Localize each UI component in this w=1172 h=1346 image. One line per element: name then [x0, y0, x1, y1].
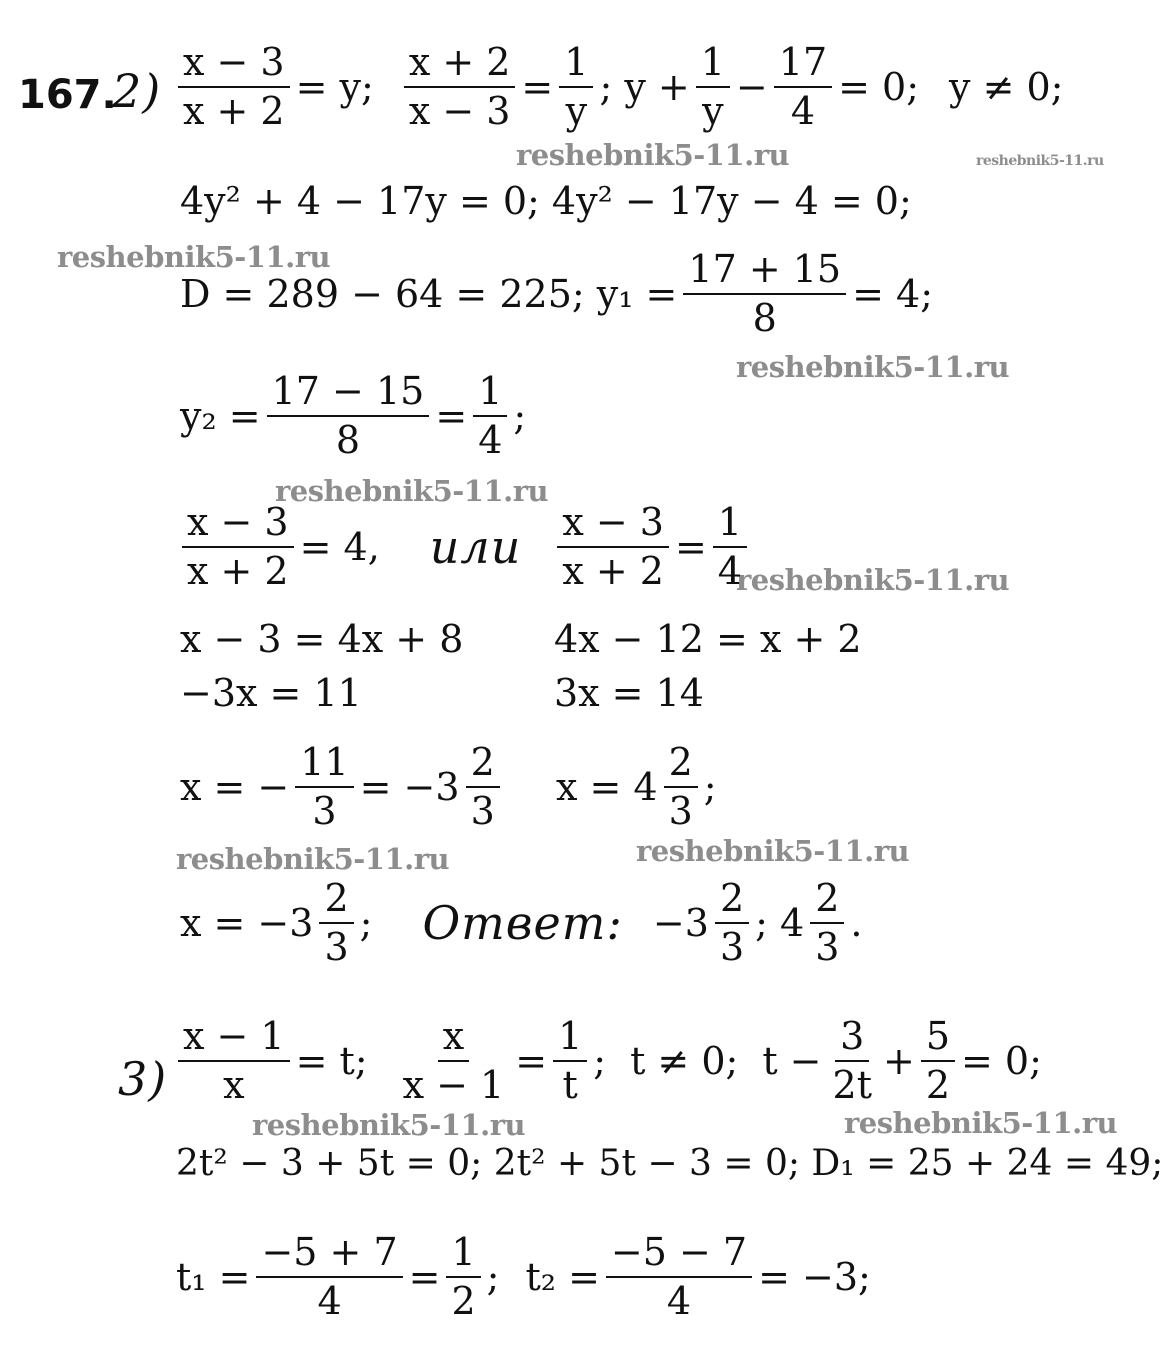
fraction: $\frac{x - 3}{x + 2}$: [182, 503, 294, 592]
equation-line-1: $\frac{x - 3}{x + 2}$ = y; $\frac{x + 2}{x - 3}$ = $\frac{1}{y}$ ; y + $\frac{1}{y}$ − $\frac{17}{4}$ = 0; y ≠ 0;: [172, 40, 1063, 134]
equation-line-2: 4y² + 4 − 17y = 0; 4y² − 17y − 4 = 0;: [180, 179, 912, 223]
fraction: $\frac{x - 3}{x + 2}$: [178, 43, 290, 132]
watermark: reshebnik5-11.ru: [57, 240, 331, 274]
fraction: $\frac{5}{2}$: [921, 1017, 955, 1106]
equation-line-12: t₁ = $\frac{-5 + 7}{4}$ = $\frac{1}{2}$ ; t₂ = $\frac{-5 - 7}{4}$ = −3;: [176, 1229, 871, 1323]
equation-line-3: D = 289 − 64 = 225; y₁ = $\frac{17 + 15}{8}$ = 4;: [180, 246, 934, 340]
problem-number: 167.: [18, 72, 117, 118]
fraction: $\frac{1}{y}$: [696, 43, 730, 132]
watermark: reshebnik5-11.ru: [976, 153, 1104, 169]
equation-line-5: $\frac{x - 3}{x + 2}$ = 4, или $\frac{x - 3}{x + 2}$ = $\frac{1}{4}$: [176, 500, 753, 594]
watermark: reshebnik5-11.ru: [636, 834, 910, 868]
fraction: 2 3: [810, 879, 844, 968]
equation-line-10: $\frac{x - 1}{x}$ = t; $\frac{x}{x - 1}$ = $\frac{1}{t}$ ; t ≠ 0; t − $\frac{3}{2t}$ + $\frac{5}{2}$ = 0;: [172, 1014, 1042, 1108]
equation-line-6-left: x − 3 = 4x + 8: [180, 617, 464, 661]
fraction: $\frac{-5 + 7}{4}$: [256, 1233, 402, 1322]
fraction: 2 3: [319, 879, 353, 968]
part-3-marker: 3): [118, 1052, 168, 1106]
watermark: reshebnik5-11.ru: [176, 842, 450, 876]
watermark: reshebnik5-11.ru: [736, 563, 1010, 597]
watermark: reshebnik5-11.ru: [516, 138, 790, 172]
fraction: $\frac{1}{4}$: [713, 503, 747, 592]
fraction: $\frac{-5 - 7}{4}$: [606, 1233, 752, 1322]
equation-line-11: 2t² − 3 + 5t = 0; 2t² + 5t − 3 = 0; D₁ = 25 + 24 = 49;: [176, 1142, 1164, 1184]
watermark: reshebnik5-11.ru: [844, 1106, 1118, 1140]
part-2-marker: 2): [112, 64, 162, 118]
equation-line-4: y₂ = $\frac{17 - 15}{8}$ = $\frac{1}{4}$ ;: [180, 368, 527, 462]
fraction: $\frac{1}{y}$: [559, 43, 593, 132]
equation-line-6-right: 4x − 12 = x + 2: [554, 617, 862, 661]
equation-line-8-right: x = 4 2 3 ;: [556, 739, 717, 833]
or-word: или: [429, 520, 522, 574]
fraction: $\frac{1}{t}$: [553, 1017, 587, 1106]
fraction: $\frac{3}{2t}$: [832, 1013, 872, 1107]
fraction: $\frac{11}{3}$: [295, 743, 353, 832]
fraction: $\frac{17 + 15}{8}$: [683, 250, 846, 339]
watermark: reshebnik5-11.ru: [736, 350, 1010, 384]
fraction: $\frac{x}{x - 1}$: [402, 1013, 505, 1107]
answer-line: x = −3 2 3 ; Ответ: −3 2 3 ; 4 2 3 .: [180, 875, 863, 969]
fraction: $\frac{x - 3}{x + 2}$: [557, 503, 669, 592]
watermark: reshebnik5-11.ru: [252, 1108, 526, 1142]
fraction: 2 3: [715, 879, 749, 968]
equation-line-8-left: x = − $\frac{11}{3}$ = −3 2 3: [180, 740, 506, 834]
fraction: $\frac{17 - 15}{8}$: [267, 372, 430, 461]
fraction: 2 3: [664, 743, 698, 832]
answer-word: Ответ:: [422, 896, 623, 950]
fraction: 2 3: [466, 743, 500, 832]
equation-line-7-right: 3x = 14: [554, 671, 704, 715]
fraction: $\frac{x - 1}{x}$: [178, 1017, 290, 1106]
equation-line-7-left: −3x = 11: [180, 671, 362, 715]
fraction: $\frac{17}{4}$: [774, 43, 832, 132]
fraction: $\frac{x + 2}{x - 3}$: [404, 43, 516, 132]
watermark: reshebnik5-11.ru: [275, 474, 549, 508]
fraction: $\frac{1}{2}$: [446, 1233, 480, 1322]
fraction: $\frac{1}{4}$: [473, 372, 507, 461]
